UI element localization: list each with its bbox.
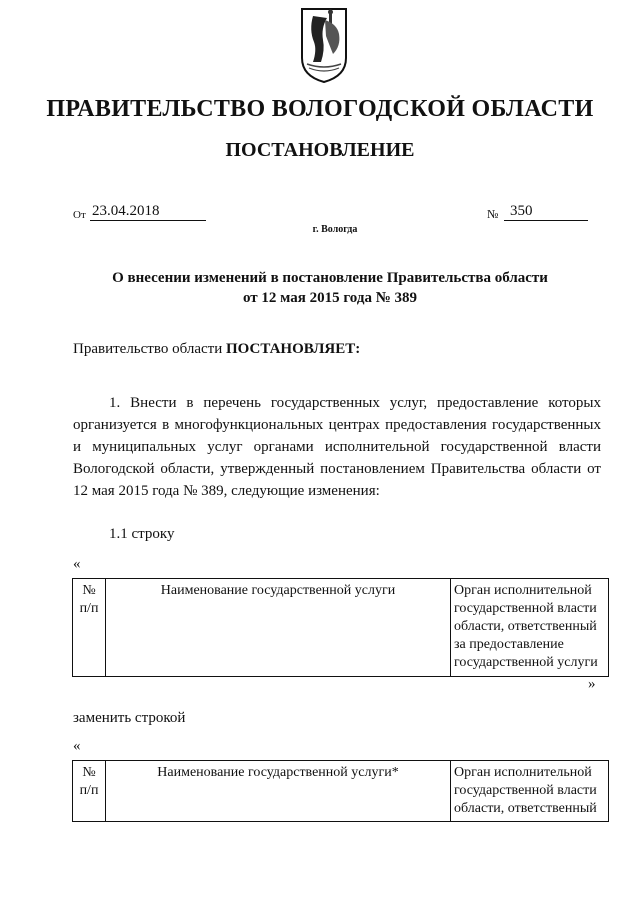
number-label: № (487, 207, 499, 221)
cell-number-header: № п/п (73, 761, 106, 822)
coat-of-arms-icon (299, 6, 349, 84)
open-quote-2: « (73, 738, 81, 754)
date-label: От (73, 209, 86, 221)
cell-authority-header: Орган исполнительной государственной власти области, ответственный за предоставление государственной услуги (451, 579, 609, 677)
cell-service-name-header: Наименование государственной услуги (106, 579, 451, 677)
paragraph-1: 1. Внести в перечень государственных услуг, предоставление которых организуется в многофункциональных центрах предоставления государственных и муниципальных услуг органами исполнительной государственной власти Вологодской области, утвержденный постановлением Правительства области от 12 мая 2015 года № 389, следующие изменения: (73, 395, 601, 499)
document-date: 23.04.2018 (90, 202, 206, 221)
decree-prefix: Правительство области (73, 341, 226, 357)
city-name: г. Вологда (312, 224, 358, 235)
cell-service-name-header: Наименование государственной услуги* (106, 761, 451, 822)
decree-statement (73, 341, 360, 358)
government-title: ПРАВИТЕЛЬСТВО ВОЛОГОДСКОЙ ОБЛАСТИ (46, 96, 594, 122)
cell-authority-header: Орган исполнительной государственной власти области, ответственный (451, 761, 609, 822)
document-type: ПОСТАНОВЛЕНИЕ (225, 139, 415, 161)
document-number: 350 (504, 202, 588, 221)
replace-text: заменить строкой (73, 710, 186, 726)
subject-line-2: от 12 мая 2015 года № 389 (242, 290, 418, 306)
close-quote-1: » (588, 676, 596, 692)
table-row (73, 579, 609, 677)
open-quote-1: « (73, 556, 81, 572)
decree-verb: ПОСТАНОВЛЯЕТ: (225, 341, 361, 357)
cell-number-header: № п/п (73, 579, 106, 677)
table-old-row (72, 578, 609, 677)
table-new-row (72, 760, 609, 822)
table-row (73, 761, 609, 822)
document-subject (0, 268, 640, 308)
subject-line-1: О внесении изменений в постановление Правительства области (112, 270, 548, 286)
sub-item-1-1: 1.1 строку (109, 526, 175, 542)
